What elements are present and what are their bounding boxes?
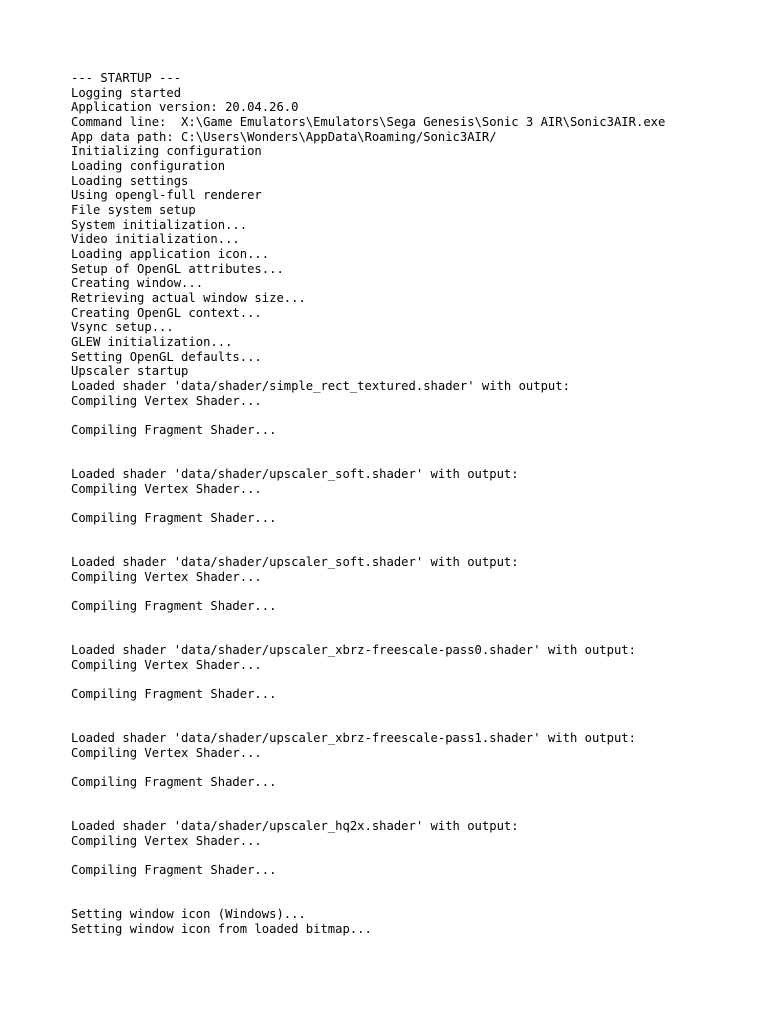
log-line: Setup of OpenGL attributes... [71, 261, 284, 276]
log-line: Application version: 20.04.26.0 [71, 100, 299, 115]
log-line: Compiling Vertex Shader... [71, 569, 262, 584]
log-line: Creating window... [71, 276, 204, 291]
log-line [71, 702, 761, 717]
log-line: Compiling Fragment Shader... [71, 863, 277, 878]
log-line: Loading configuration [71, 159, 226, 174]
log-line: Setting OpenGL defaults... [71, 349, 262, 364]
log-line [71, 849, 761, 864]
log-line: GLEW initialization... [71, 335, 233, 350]
log-line: Compiling Vertex Shader... [71, 745, 262, 760]
log-line: Compiling Fragment Shader... [71, 775, 277, 790]
log-line: Compiling Fragment Shader... [71, 423, 277, 438]
log-line: Loaded shader 'data/shader/upscaler_xbrz-freescale-pass0.shader' with output: [71, 643, 636, 658]
log-line: Compiling Vertex Shader... [71, 833, 262, 848]
log-line: App data path: C:\Users\Wonders\AppData\Roaming/Sonic3AIR/ [71, 129, 497, 144]
log-line: Loading settings [71, 173, 189, 188]
log-line [71, 761, 761, 776]
log-line [71, 496, 761, 511]
log-line [71, 408, 761, 423]
log-line: Compiling Vertex Shader... [71, 393, 262, 408]
log-line: Initializing configuration [71, 144, 262, 159]
log-line: Compiling Vertex Shader... [71, 657, 262, 672]
log-line: Compiling Fragment Shader... [71, 687, 277, 702]
log-line: Loaded shader 'data/shader/simple_rect_textured.shader' with output: [71, 379, 570, 394]
log-line: Creating OpenGL context... [71, 305, 262, 320]
log-line: Using opengl-full renderer [71, 188, 262, 203]
log-line [71, 452, 761, 467]
log-line [71, 629, 761, 644]
log-line [71, 673, 761, 688]
log-line: System initialization... [71, 217, 248, 232]
log-line: Setting window icon (Windows)... [71, 907, 306, 922]
log-line: Upscaler startup [71, 364, 189, 379]
log-line: Retrieving actual window size... [71, 291, 306, 306]
log-line [71, 790, 761, 805]
log-line: Compiling Fragment Shader... [71, 511, 277, 526]
log-line [71, 526, 761, 541]
log-line [71, 614, 761, 629]
log-page [71, 71, 761, 937]
log-line: File system setup [71, 203, 196, 218]
log-line [71, 805, 761, 820]
log-line: Loaded shader 'data/shader/upscaler_hq2x.shader' with output: [71, 819, 519, 834]
log-line: Loaded shader 'data/shader/upscaler_xbrz-freescale-pass1.shader' with output: [71, 731, 636, 746]
log-line [71, 585, 761, 600]
log-line: Compiling Vertex Shader... [71, 481, 262, 496]
log-line: Loaded shader 'data/shader/upscaler_soft.shader' with output: [71, 555, 519, 570]
log-line: Vsync setup... [71, 320, 174, 335]
log-line: --- STARTUP --- [71, 71, 182, 85]
log-line: Video initialization... [71, 232, 240, 247]
log-line: Logging started [71, 85, 182, 100]
log-line [71, 717, 761, 732]
log-line [71, 893, 761, 908]
log-line [71, 878, 761, 893]
log-line: Loaded shader 'data/shader/upscaler_soft.shader' with output: [71, 467, 519, 482]
log-line [71, 541, 761, 556]
log-line: Setting window icon from loaded bitmap... [71, 921, 372, 936]
log-line: Compiling Fragment Shader... [71, 599, 277, 614]
log-line: Loading application icon... [71, 247, 270, 262]
log-line [71, 438, 761, 453]
log-line: Command line: X:\Game Emulators\Emulators\Sega Genesis\Sonic 3 AIR\Sonic3AIR.exe [71, 115, 666, 130]
